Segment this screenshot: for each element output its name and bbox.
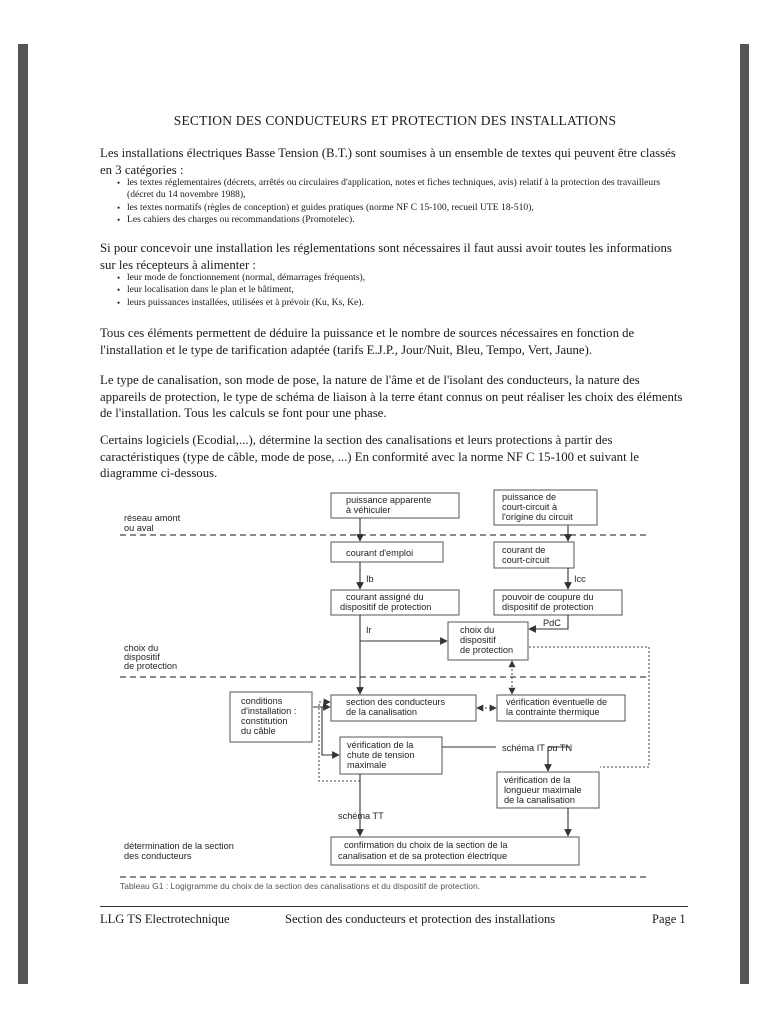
footer-school: LLG TS Electrotechnique (100, 912, 230, 926)
footer-divider (100, 906, 688, 907)
zone-label-reseau: réseau amont (124, 513, 181, 523)
box-label: court-circuit (502, 555, 550, 565)
box-label: longueur maximale (504, 785, 582, 795)
paragraph-logiciels: Certains logiciels (Ecodial,...), détermine la section des canalisations et leurs protections à partir des caractéristiques (type de câble, mode de pose, ...) En conformité avec la norme NF C 15-100 et suivant le diagramme ci-dessous. (100, 433, 640, 480)
box-label: chute de tension (347, 750, 415, 760)
box-label: puissance apparente (346, 495, 432, 505)
box-label: courant assigné du (346, 592, 424, 602)
list-item: • les textes normatifs (règles de conception) et guides pratiques (norme NF C 15-100, recueil UTE 18-510), (117, 202, 687, 214)
box-label: de la canalisation (346, 707, 417, 717)
box-label: du câble (241, 726, 276, 736)
box-label: courant de (502, 545, 546, 555)
box-label: courant d'emploi (346, 548, 414, 558)
scan-edge-right (740, 44, 749, 984)
box-label: constitution (241, 716, 288, 726)
box-label: d'installation : (241, 706, 297, 716)
list-item: • leurs puissances installées, utilisées et à prévoir (Ku, Ks, Ke). (117, 297, 687, 309)
box-label: de la canalisation (504, 795, 575, 805)
box-label: canalisation et de sa protection électrique (338, 851, 508, 861)
box-label: pouvoir de coupure du (502, 592, 594, 602)
list-item: • Les cahiers des charges ou recommandations (Promotelec). (117, 214, 687, 226)
box-label: vérification éventuelle de (506, 697, 608, 707)
box-label: dispositif de protection (340, 602, 432, 612)
box-label: à véhiculer (346, 505, 391, 515)
arrow-label-ib: Ib (366, 574, 374, 584)
box-label: dispositif de protection (502, 602, 594, 612)
paragraph-canalisation: Le type de canalisation, son mode de pose, la nature de l'âme et de l'isolant des conducteurs, la nature des appareils de protection, le type de schéma de liaison à la terre étant connus on peut réaliser les choix des éléments de l'installation. Tous les calculs se font pour une phase. (100, 373, 683, 420)
box-label: vérification de la (347, 740, 414, 750)
flowchart-svg (100, 485, 690, 895)
zone-label-choix: de protection (124, 661, 178, 671)
arrow-label-schema-tt: schéma TT (338, 811, 384, 821)
diagram-caption: Tableau G1 : Logigramme du choix de la section des canalisations et du dispositif de protection. (120, 881, 481, 891)
bullet-list-categories (117, 177, 687, 227)
box-label: dispositif (460, 635, 496, 645)
flowchart-diagram (100, 485, 690, 895)
paragraph-puissance: Tous ces éléments permettent de déduire la puissance et le nombre de sources nécessaires en fonction de l'installation et le type de tarification adaptée (tarifs E.J.P., Jour/Nuit, Bleu, Tempo, Vert, Jaune). (100, 326, 635, 357)
arrow-label-schema-it-tn: schéma IT ou TN (502, 743, 573, 753)
box-label: l'origine du circuit (502, 512, 573, 522)
bullet-list-recepteurs (117, 272, 687, 309)
box-label: choix du (460, 625, 495, 635)
box-label: la contrainte thermique (506, 707, 600, 717)
list-item: • leur mode de fonctionnement (normal, démarrages fréquents), (117, 272, 687, 284)
paragraph-categories: Les installations électriques Basse Tension (B.T.) sont soumises à un ensemble de textes qui peuvent être classés en 3 catégories : (100, 146, 676, 177)
box-label: maximale (347, 760, 387, 770)
list-item: • leur localisation dans le plan et le bâtiment, (117, 284, 687, 296)
paragraph-recepteurs: Si pour concevoir une installation les réglementations sont nécessaires il faut aussi avoir toutes les informations sur les récepteurs à alimenter : (100, 241, 672, 272)
box-label: conditions (241, 696, 283, 706)
box-label: court-circuit à (502, 502, 558, 512)
scan-edge-left (18, 44, 28, 984)
arrow-label-icc: Icc (574, 574, 586, 584)
box-label: puissance de (502, 492, 557, 502)
box-label: de protection (460, 645, 514, 655)
box-label: confirmation du choix de la section de la (344, 840, 508, 850)
footer-document-title: Section des conducteurs et protection des installations (285, 912, 556, 926)
zone-label-determination: détermination de la section (124, 841, 234, 851)
arrow-label-pdc: PdC (543, 618, 561, 628)
footer-page-number: Page 1 (652, 912, 686, 926)
box-label: section des conducteurs (346, 697, 446, 707)
zone-label-determination: des conducteurs (124, 851, 192, 861)
document-title: SECTION DES CONDUCTEURS ET PROTECTION DES INSTALLATIONS (173, 113, 617, 128)
box-label: vérification de la (504, 775, 571, 785)
list-item: • les textes réglementaires (décrets, arrêtés ou circulaires d'application, notes et fiches techniques, avis) relatif à la protection des travailleurs (décret du 14 novembre 1988), (117, 177, 687, 202)
arrow-label-ir: Ir (366, 625, 372, 635)
zone-label-choix: choix du (124, 643, 159, 653)
zone-label-choix: dispositif (124, 652, 160, 662)
zone-label-reseau: ou aval (124, 523, 154, 533)
